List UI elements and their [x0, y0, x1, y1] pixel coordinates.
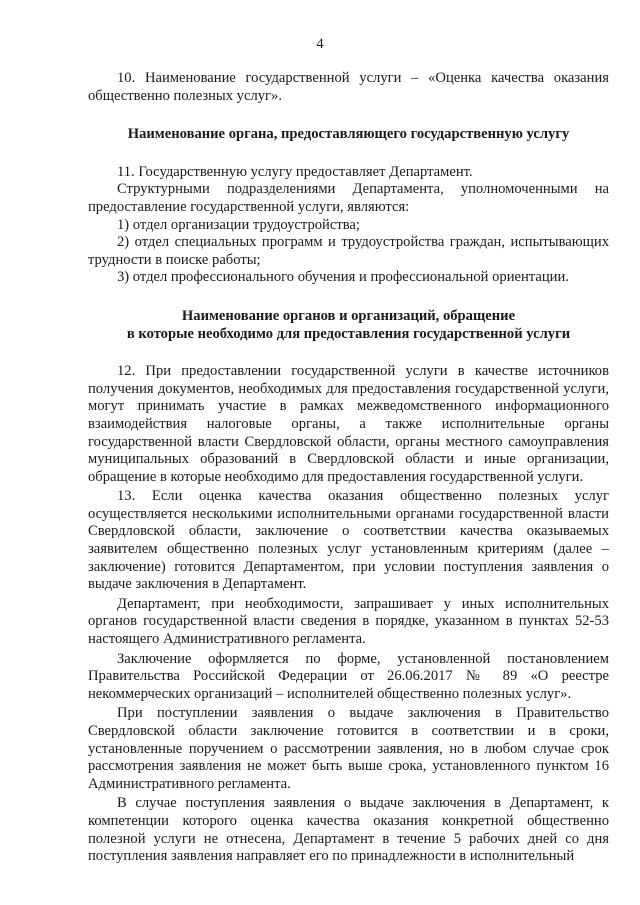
paragraph-13-conclusion: Заключение оформляется по форме, установленной постановлением Правительства Российской Федерации от 26.06.2017 № 89 «О реестре некоммерческих организаций – исполнителей общественно полезных услуг». [88, 650, 609, 702]
paragraph-13-department: Департамент, при необходимости, запрашивает у иных исполнительных органов государственной власти сведения в порядке, указанном в пунктах 52-53 настоящего Административного регламента. [88, 595, 609, 648]
paragraph-13-government: При поступлении заявления о выдаче заключения в Правительство Свердловской области заключение готовится в соответствии и в сроки, установленные поручением о рассмотрении заявления, но в любом случае срок рассмотрения заявления не может быть выше срока, установленного пунктом 16 Административного регламента. [88, 705, 609, 792]
heading-line-2: в которые необходимо для предоставления государственной услуги [126, 325, 571, 342]
paragraph-13-case: В случае поступления заявления о выдаче заключения в Департамент, к компетенции которого оценка качества оказания конкретной общественно полезной услуги не отнесена, Департамент в течение 5 рабочих дней со дня поступления заявления направляет его по принадлежности в исполнительный [88, 795, 609, 865]
section-heading-organizations [88, 308, 609, 343]
list-item-2: 2) отдел специальных программ и трудоустройства граждан, испытывающих трудности в поиске работы; [88, 234, 609, 268]
paragraph-13: 13. Если оценка качества оказания общественно полезных услуг осуществляется несколькими исполнительными органами государственной власти Свердловской области, заключение о соответствии качества оказываемых заявителем общественно полезных услуг установленным критериям (далее – заключение) готовится Департаментом, при условии поступления заявления о выдаче заключения в Департамент. [88, 488, 609, 593]
page-number: 4 [316, 36, 324, 52]
section-heading-organ: Наименование органа, предоставляющего государственную услугу [127, 126, 570, 143]
paragraph-11-structure: Структурными подразделениями Департамента, уполномоченными на предоставление государственной услуги, являются: [88, 181, 609, 215]
heading-line-1: Наименование органов и организаций, обращение [181, 307, 516, 324]
page-content [88, 70, 609, 866]
paragraph-12: 12. При предоставлении государственной услуги в качестве источников получения документов, необходимых для предоставления государственной услуги, могут принимать участие в рамках межведомственного информационного взаимодействия налоговые органы, а также исполнительные органы государственной власти Свердловской области, органы местного самоуправления муниципальных образований в Свердловской области и иные организации, обращение в которые необходимо для предоставления государственной услуги. [88, 363, 609, 485]
list-item-1: 1) отдел организации трудоустройства; [117, 216, 360, 233]
paragraph-11: 11. Государственную услугу предоставляет Департамент. [117, 163, 473, 180]
list-item-3: 3) отдел профессионального обучения и профессиональной ориентации. [117, 269, 569, 286]
paragraph-10: 10. Наименование государственной услуги – «Оценка качества оказания общественно полезных услуг». [88, 70, 609, 104]
